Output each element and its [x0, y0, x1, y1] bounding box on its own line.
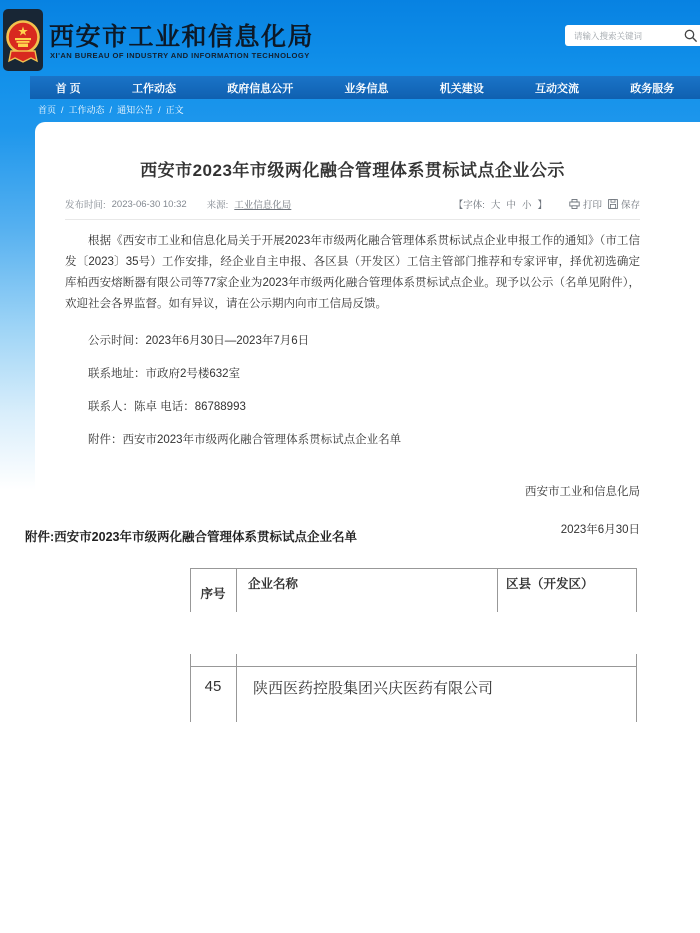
- table-border: [190, 568, 637, 569]
- main-navigation: [30, 76, 700, 99]
- search-input[interactable]: [565, 25, 700, 46]
- save-icon: [608, 199, 618, 209]
- meta-divider: [65, 219, 640, 220]
- source-label: 来源:: [206, 200, 229, 211]
- table-header-company: 企业名称: [248, 577, 299, 591]
- font-size-small[interactable]: 小: [521, 200, 532, 211]
- attachment-heading: 附件:西安市2023年市级两化融合管理体系贯标试点企业名单: [25, 530, 357, 544]
- table-border: [497, 568, 498, 612]
- nav-item-interaction[interactable]: 互动交流: [535, 82, 580, 95]
- article-card: [35, 122, 700, 536]
- nav-item-work-trends[interactable]: 工作动态: [131, 82, 176, 95]
- breadcrumb-separator: /: [158, 104, 161, 115]
- breadcrumb: [38, 103, 184, 116]
- source-link[interactable]: 工业信息化局: [234, 200, 292, 211]
- save-label: 保存: [620, 200, 640, 211]
- font-size-label-open: 【字体:: [453, 200, 485, 211]
- article-body-paragraph: 根据《西安市工业和信息化局关于开展2023年市级两化融合管理体系贯标试点企业申报工作的通知》（市工信发〔2023〕35号）工作安排，经企业自主申报、各区县（开发区）工信主管部门推荐和专家评审，择优初选确定库柏西安熔断器有限公司等77家企业为2023年市级两化融合管理体系贯标试点企业。现予以公示（名单见附件），欢迎社会各界监督。如有异议，请在公示期内向市工信局反馈。: [65, 235, 640, 310]
- breadcrumb-separator: /: [61, 104, 64, 115]
- nav-item-business-info[interactable]: 业务信息: [344, 82, 389, 95]
- publicity-period-line: 公示时间：2023年6月30日—2023年7月6日: [88, 335, 310, 347]
- font-size-label-close: 】: [537, 200, 547, 211]
- article-title: 西安市2023年市级两化融合管理体系贯标试点企业公示: [140, 161, 565, 180]
- breadcrumb-work-trends[interactable]: 工作动态: [68, 105, 105, 115]
- attachment-reference-line: 附件：西安市2023年市级两化融合管理体系贯标试点企业名单: [88, 434, 402, 446]
- nav-item-gov-info[interactable]: 政府信息公开: [227, 82, 294, 95]
- printer-icon: [569, 199, 580, 209]
- table-border: [190, 666, 637, 667]
- nav-item-home[interactable]: 首 页: [55, 82, 81, 95]
- table-header-no: 序号: [200, 587, 226, 601]
- nav-item-agency-building[interactable]: 机关建设: [439, 82, 484, 95]
- table-border: [236, 568, 237, 612]
- table-row-no: 45: [204, 678, 222, 695]
- table-border: [636, 568, 637, 612]
- font-size-medium[interactable]: 中: [506, 200, 516, 211]
- breadcrumb-separator: /: [109, 104, 113, 115]
- contact-address-line: 联系地址：市政府2号楼632室: [88, 368, 241, 380]
- table-header-district: 区县（开发区）: [506, 577, 594, 591]
- search-icon[interactable]: [684, 29, 698, 43]
- search-box: [565, 25, 700, 46]
- article-meta-left: [65, 197, 291, 211]
- save-button[interactable]: [608, 197, 640, 211]
- signature-org: 西安市工业和信息化局: [525, 486, 640, 498]
- nav-item-gov-services[interactable]: 政务服务: [630, 82, 675, 95]
- publish-time-label: 发布时间:: [65, 200, 106, 211]
- table-border: [236, 654, 237, 722]
- contact-person-line: 联系人：陈卓 电话：86788993: [88, 401, 246, 413]
- print-label: 打印: [582, 200, 602, 211]
- national-emblem-icon: [3, 9, 43, 71]
- publish-time-value: 2023-06-30 10:32: [111, 198, 187, 210]
- print-button[interactable]: [569, 197, 602, 211]
- signature-date: 2023年6月30日: [560, 524, 640, 536]
- site-subtitle: XI'AN BUREAU OF INDUSTRY AND INFORMATION TECHNOLOGY: [50, 51, 310, 60]
- site-title: 西安市工业和信息化局: [49, 23, 315, 51]
- article-meta: [65, 197, 640, 211]
- table-row-company: 陕西医药控股集团兴庆医药有限公司: [253, 680, 494, 697]
- article-meta-right: [454, 197, 640, 211]
- font-size-large[interactable]: 大: [490, 200, 501, 211]
- table-border: [636, 654, 637, 722]
- breadcrumb-notices[interactable]: 通知公告: [117, 105, 154, 115]
- breadcrumb-home[interactable]: 首页: [38, 105, 57, 115]
- breadcrumb-current: 正文: [165, 105, 184, 115]
